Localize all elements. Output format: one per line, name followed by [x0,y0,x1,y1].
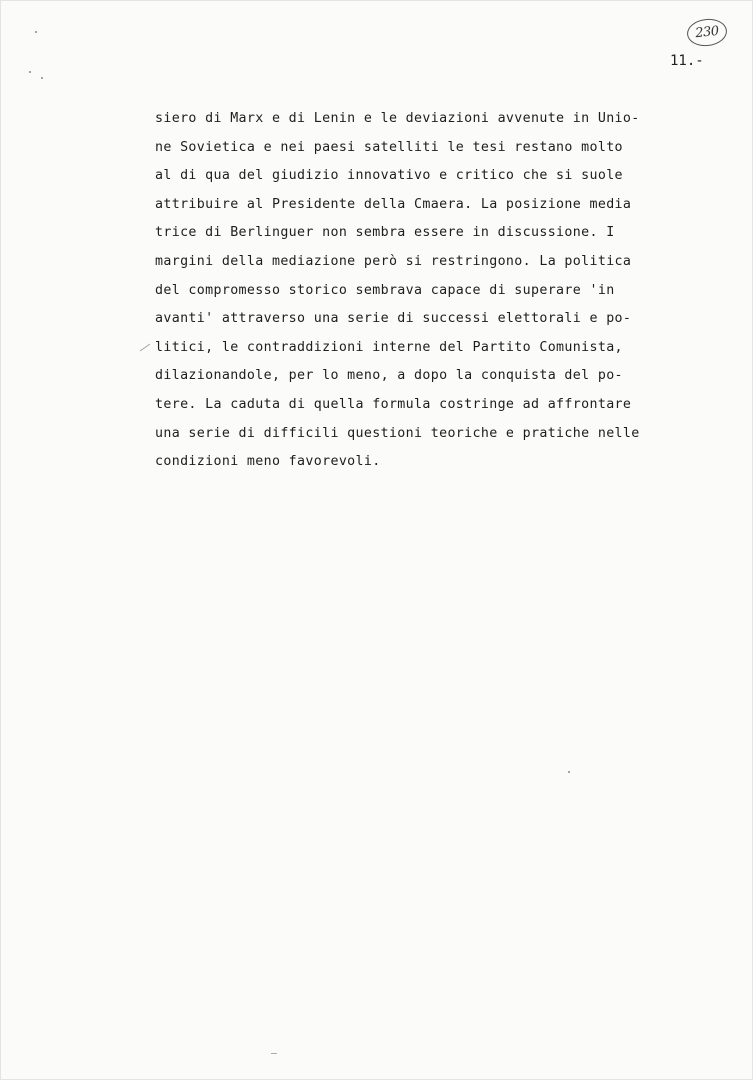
text-line: dilazionandole, per lo meno, a dopo la conquista del po- [155,368,623,384]
text-line: una serie di difficili questioni teoriche e pratiche nelle [155,425,640,441]
text-line: litici, le contraddizioni interne del Partito Comunista, [155,339,623,355]
text-line: del compromesso storico sembrava capace di superare 'in [155,282,615,298]
paper-mark [140,344,150,352]
text-line: avanti' attraverso una serie di successi elettorali e po- [155,311,632,327]
text-line: siero di Marx e di Lenin e le deviazioni avvenute in Unio- [155,111,640,126]
text-line: al di qua del giudizio innovativo e critico che si suole [155,168,623,184]
paper-mark [271,1053,277,1054]
archive-stamp [686,17,729,48]
text-line: attribuire al Presidente della Cmaera. La posizione media [155,196,632,212]
page-number: 11.- [670,53,704,69]
paper-speck [35,31,37,33]
stamp-number: 230 [694,23,720,42]
text-line: condizioni meno favorevoli. [155,454,381,470]
paper-speck [41,77,43,79]
typewritten-body [155,105,725,477]
paper-speck [29,71,31,73]
paper-speck [568,771,570,773]
text-line: trice di Berlinguer non sembra essere in discussione. I [155,225,615,241]
text-line: ne Sovietica e nei paesi satelliti le tesi restano molto [155,139,623,155]
text-line: tere. La caduta di quella formula costringe ad affrontare [155,396,632,412]
text-line: margini della mediazione però si restringono. La politica [155,253,632,269]
